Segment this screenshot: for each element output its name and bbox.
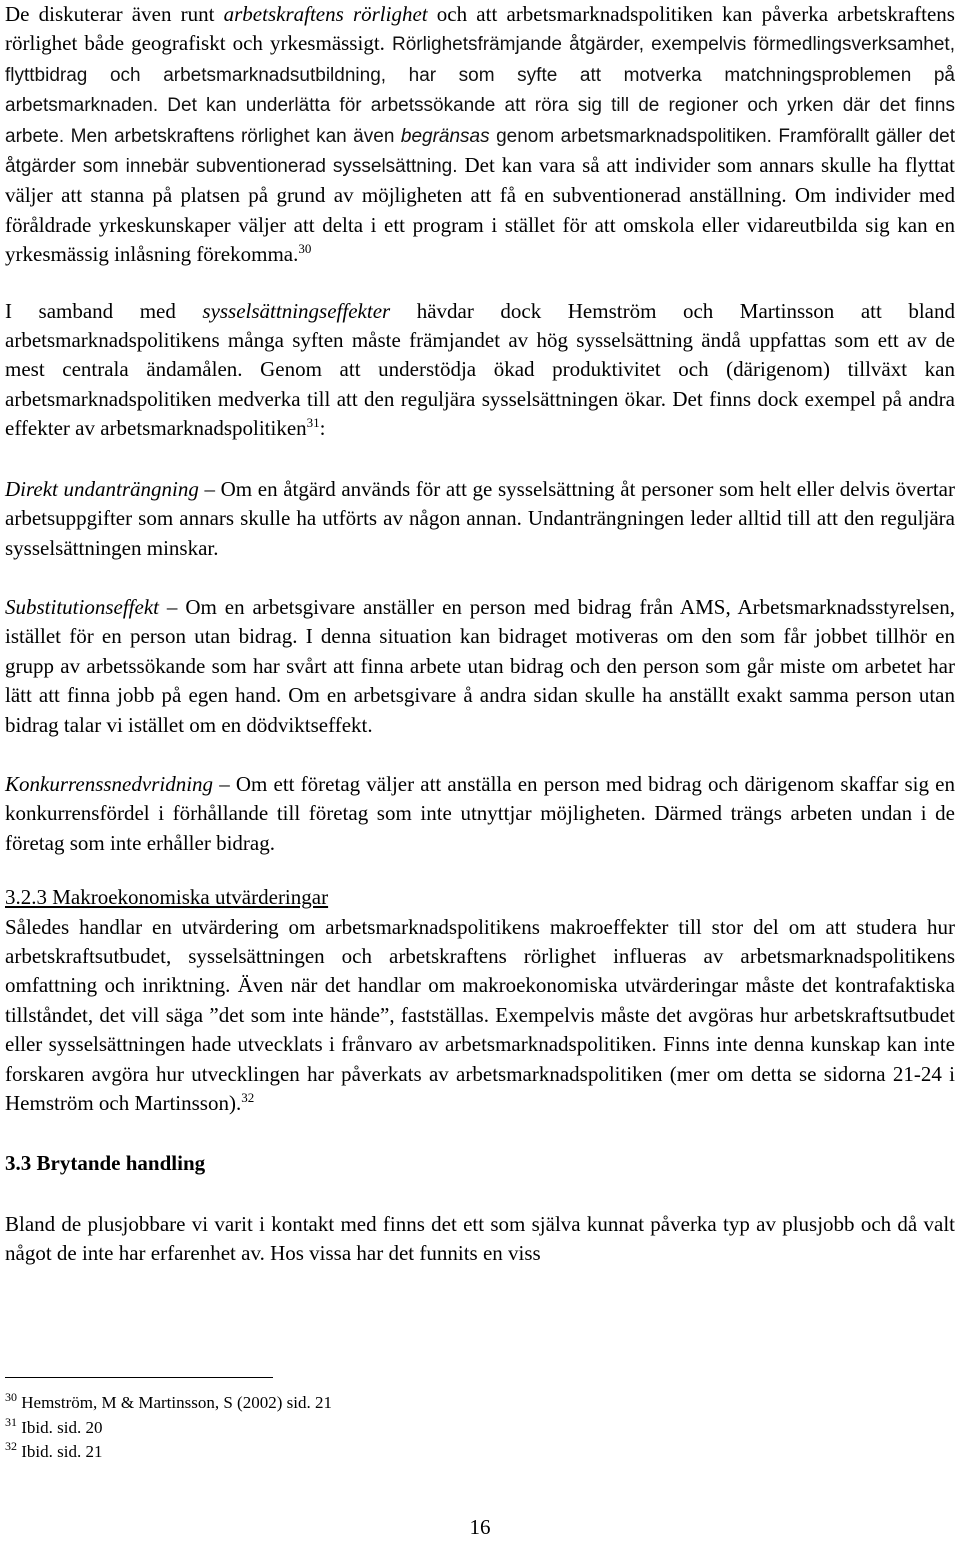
footnote <box>5 1440 332 1465</box>
text-run: Det kan vara så att individer som annars skulle ha flyttat väljer att stanna på platsen på grund av möjligheten att få en subventionerad anställning. Om individer med föråldrade yrkeskunskaper väljer att delta i ett program i stället för att omskola eller vidareutbilda sig kan en yrkesmässig inlåsning förekomma. <box>5 153 955 267</box>
definition-term: Direkt undanträngning <box>5 476 199 501</box>
emphasis-term: sysselsättningseffekter <box>202 298 391 323</box>
text-run: De diskuterar även runt <box>5 2 224 26</box>
footnote-ref: 31 <box>306 415 320 431</box>
footnote-number: 30 <box>5 1390 17 1404</box>
footnote-text: Ibid. sid. 21 <box>21 1442 103 1461</box>
text-run-sans: Rörlighetsfrämjande åtgärder, exempelvis förmedlingsverksamhet, flyttbidrag och arbetsmarknadsutbildning, har som syfte att motverka matchningsproblemen på arbetsmarknaden. Det kan underlätta för arbetssökande att röra sig till de regioner och yrken där det finns arbete. Men arbetskraftens rörlighet kan även <box>5 34 955 147</box>
footnote-ref: 30 <box>298 241 312 257</box>
definition-text: – Om en åtgärd används för att ge sysselsättning åt personer som helt eller delvis övertar arbetsuppgifter som annars skulle ha utförts av någon annan. Undanträngningen leder alltid till att den reguljära sysselsättningen minskar. <box>5 476 956 560</box>
section-heading-brytande-handling: 3.3 Brytande handling <box>5 1151 206 1176</box>
footnote-text: Ibid. sid. 20 <box>21 1417 103 1437</box>
definition-term: Konkurrenssnedvridning <box>5 771 214 796</box>
text-run: I samband med <box>5 298 203 323</box>
text-run: och att arbetsmarknadspolitiken kan påverka arbetskraftens rörlighet både geografiskt och yrkesmässigt. <box>5 2 955 56</box>
paragraph-substitutionseffekt <box>5 593 955 740</box>
footnote <box>5 1391 332 1416</box>
text-run: Således handlar en utvärdering om arbetsmarknadspolitikens makroeffekter till stor del om att studera hur arbetskraftsutbudet, sysselsättningen och arbetskraftens rörlighet influeras av arbetsmarknadspolitikens omfattning och inriktning. Även när det handlar om makroekonomiska utvärderingar måste det kontrafaktiska tillståndet, det vill säga ”det som inte hände”, fastställas. Exempelvis måste det avgöras hur arbetskraftsutbudet eller sysselsättningen hade utvecklats i frånvaro av arbetsmarknadspolitiken. Finns inte denna kunskap kan inte forskaren avgöra hur utvecklingen har påverkats av arbetsmarknadspolitiken (mer om detta se sidorna 21-24 i Hemström och Martinsson). <box>5 914 955 1115</box>
page-number: 16 <box>469 1515 491 1539</box>
footnote-text: Hemström, M & Martinsson, S (2002) sid. 21 <box>21 1393 332 1412</box>
paragraph-plusjobbare: Bland de plusjobbare vi varit i kontakt med finns det ett som själva kunnat påverka typ av plusjobb och då valt något de inte har erfarenhet av. Hos vissa har det funnits en viss <box>5 1211 955 1266</box>
paragraph-direkt-undantrangning <box>5 475 955 563</box>
footnote-number: 32 <box>5 1439 17 1453</box>
paragraph-rorlighet <box>5 0 955 270</box>
emphasis-term: begränsas <box>400 125 490 147</box>
emphasis-term: arbetskraftens rörlighet <box>223 2 428 26</box>
text-run-sans: genom arbetsmarknadspolitiken. Framförallt gäller det åtgärder som innebär subventionerad sysselsättning. <box>5 125 955 178</box>
definition-text: – Om en arbetsgivare anställer en person med bidrag från AMS, Arbetsmarknadsstyrelsen, istället för en person utan bidrag. I denna situation kan bidraget motiveras om den som får jobbet tillhör en grupp av arbetssökande som har svårt att finna arbete utan bidrag och den person som går miste om arbetet har lätt att finna jobb på egen hand. Om en arbetsgivare å andra sidan skulle ha anställt exakt samma person utan bidrag talar vi istället om en dödviktseffekt. <box>5 594 955 737</box>
text-run: hävdar dock Hemström och Martinsson att bland arbetsmarknadspolitikens många syften måste främjandet av hög sysselsättning ändå uppfattas som ett av de mest centrala ändamålen. Genom att understödja ökad produktivitet och (därigenom) tillväxt kan arbetsmarknadspolitiken medverka till att den reguljära sysselsättningen ökar. Det finns dock exempel på andra effekter av arbetsmarknadspolitiken <box>5 298 955 441</box>
definition-text: – Om ett företag väljer att anställa en person med bidrag och därigenom skaffar sig en konkurrensfördel i förhållande till företag som inte utnyttjar möjligheten. Därmed trängs arbeten undan i de företag som inte erhåller bidrag. <box>5 771 955 855</box>
definition-term: Substitutionseffekt <box>5 594 159 619</box>
document-page <box>5 0 955 1269</box>
footnote-ref: 32 <box>241 1090 255 1105</box>
paragraph-konkurrenssnedvridning <box>5 770 955 858</box>
footnote-number: 31 <box>5 1414 17 1429</box>
paragraph-makroekonomiska <box>5 913 955 1119</box>
text-run: : <box>319 416 326 441</box>
footnote-divider <box>5 1377 273 1378</box>
section-heading-makroekonomiska: 3.2.3 Makroekonomiska utvärderingar <box>5 885 329 910</box>
footnotes <box>5 1391 332 1465</box>
footnote <box>5 1416 332 1441</box>
paragraph-sysselsattning <box>5 297 955 444</box>
